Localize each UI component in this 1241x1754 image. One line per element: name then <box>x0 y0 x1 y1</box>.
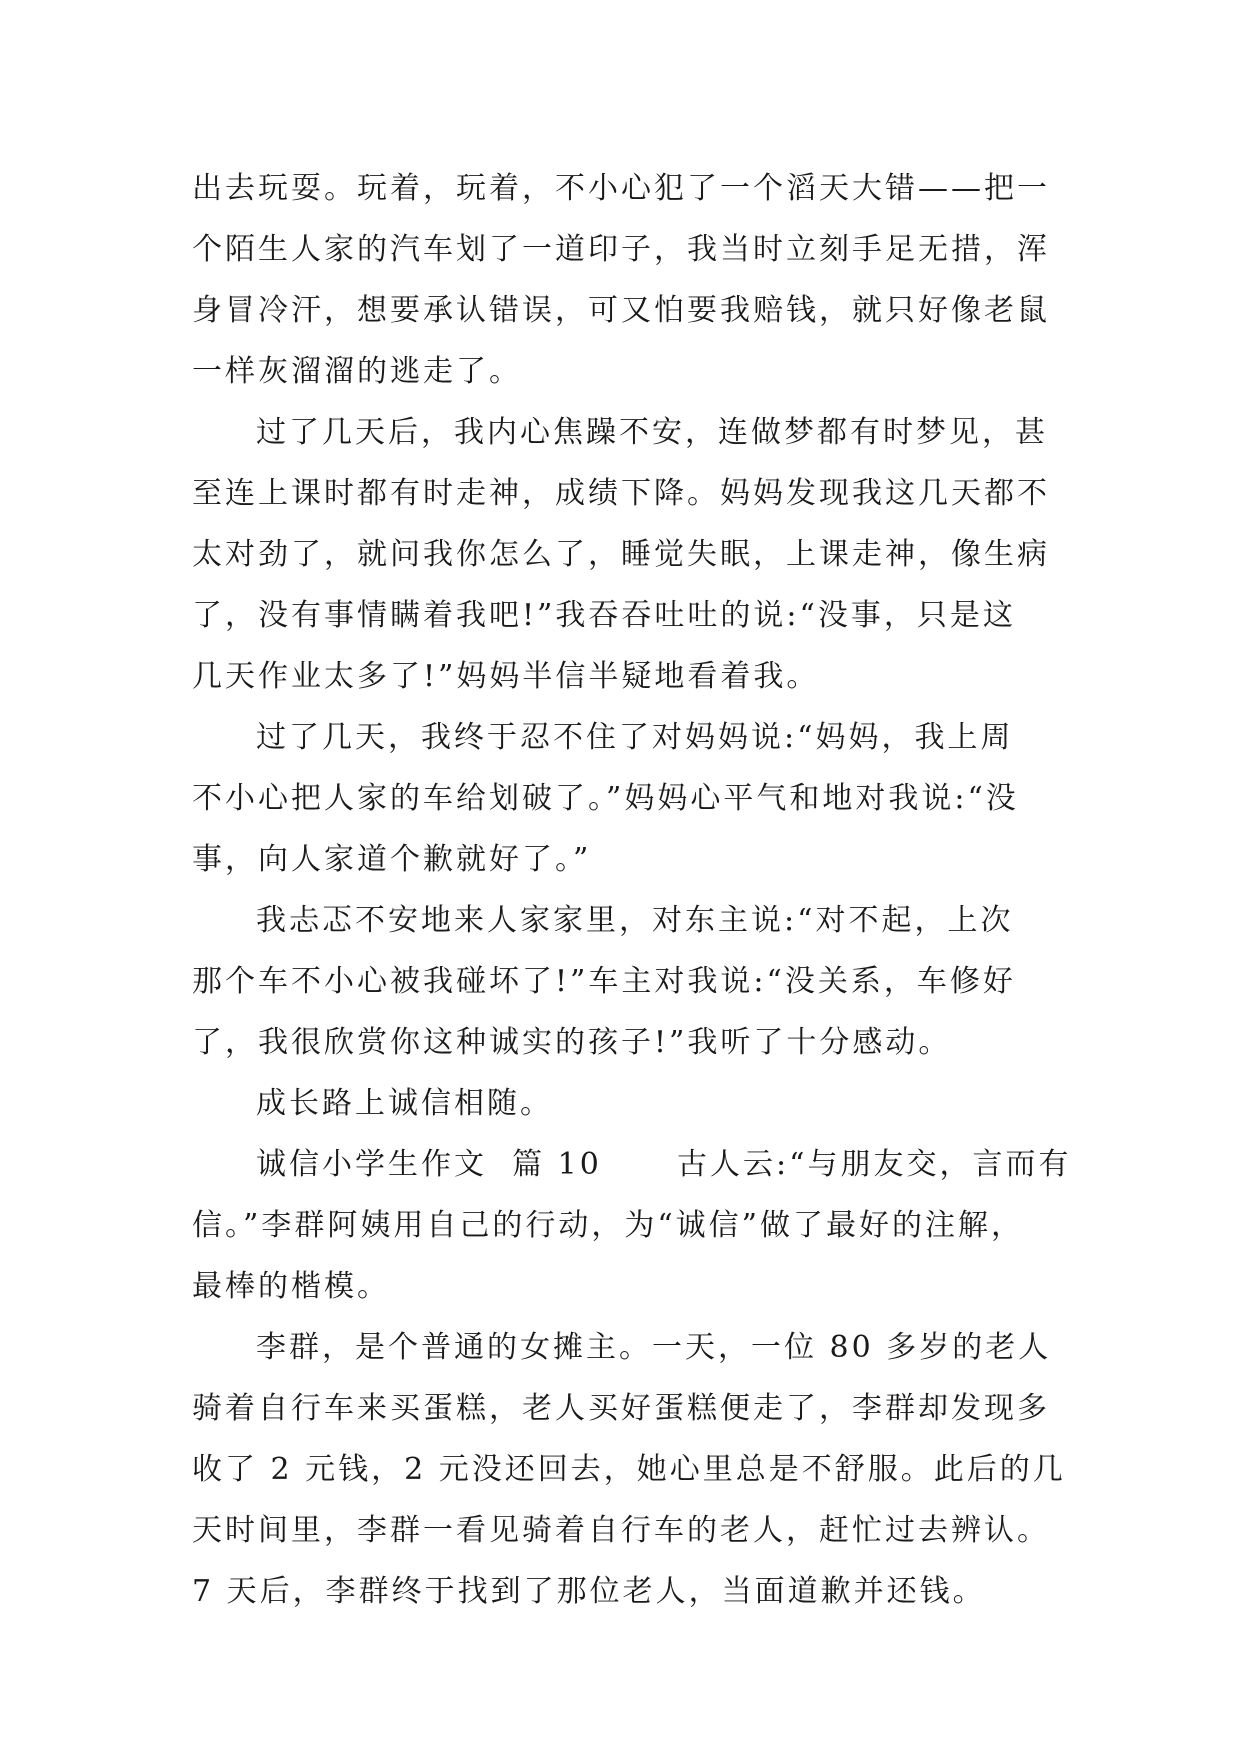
text-line: 过了几天后，我内心焦躁不安，连做梦都有时梦见，甚 <box>256 415 1048 450</box>
text-line: 收了 2 元钱，2 元没还回去，她心里总是不舒服。此后的几 <box>192 1452 1066 1487</box>
text-line: 几天作业太多了!”妈妈半信半疑地看着我。 <box>192 659 820 694</box>
text-line: 了，没有事情瞒着我吧!”我吞吞吐吐的说:“没事，只是这 <box>192 598 1016 633</box>
text-line: 成长路上诚信相随。 <box>256 1086 553 1121</box>
text-line: 骑着自行车来买蛋糕，老人买好蛋糕便走了，李群却发现多 <box>192 1391 1050 1426</box>
essay-body <box>192 158 1072 1622</box>
text-line: 信。”李群阿姨用自己的行动，为“诚信”做了最好的注解， <box>192 1208 1025 1243</box>
text-line: 个陌生人家的汽车划了一道印子，我当时立刻手足无措，浑 <box>192 232 1050 267</box>
text-line: 那个车不小心被我碰坏了!”车主对我说:“没关系，车修好 <box>192 964 1016 999</box>
text-line: 一样灰溜溜的逃走了。 <box>192 354 522 389</box>
text-line: 7 天后，李群终于找到了那位老人，当面道歉并还钱。 <box>192 1574 986 1609</box>
text-line: 李群，是个普通的女摊主。一天，一位 80 多岁的老人 <box>256 1330 1052 1365</box>
section-heading-line: 诚信小学生作文 篇 10 古人云:“与朋友交，言而有 <box>256 1147 1072 1182</box>
text-line: 最棒的楷模。 <box>192 1269 390 1304</box>
text-line: 天时间里，李群一看见骑着自行车的老人，赶忙过去辨认。 <box>192 1513 1050 1548</box>
text-line: 我忐忑不安地来人家家里，对东主说:“对不起，上次 <box>256 903 1014 938</box>
text-line: 身冒冷汗，想要承认错误，可又怕要我赔钱，就只好像老鼠 <box>192 293 1050 328</box>
text-line: 事，向人家道个歉就好了。” <box>192 842 592 877</box>
text-line: 至连上课时都有时走神，成绩下降。妈妈发现我这几天都不 <box>192 476 1050 511</box>
text-line: 了，我很欣赏你这种诚实的孩子!”我听了十分感动。 <box>192 1025 952 1060</box>
text-line: 出去玩耍。玩着，玩着，不小心犯了一个滔天大错——把一 <box>192 171 1050 206</box>
text-line: 过了几天，我终于忍不住了对妈妈说:“妈妈，我上周 <box>256 720 1014 755</box>
text-line: 太对劲了，就问我你怎么了，睡觉失眠，上课走神，像生病 <box>192 537 1050 572</box>
text-line: 不小心把人家的车给划破了。”妈妈心平气和地对我说:“没 <box>192 781 1019 816</box>
